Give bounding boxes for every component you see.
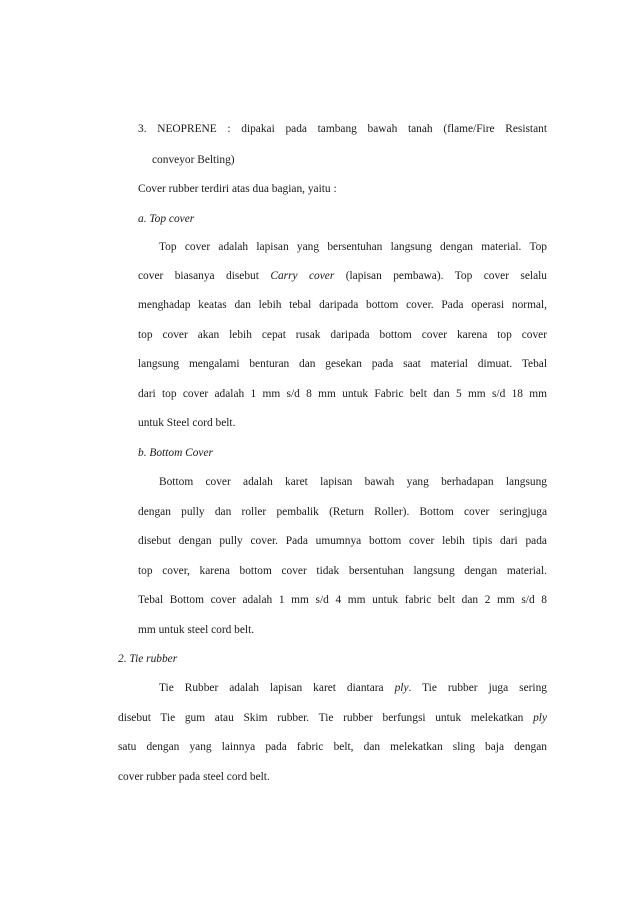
bottom-cover-heading: b. Bottom Cover [138,447,213,459]
top-cover-line-2-a: cover biasanya disebut [138,270,271,282]
tie-rubber-line-1-b: . Tie rubber juga sering [408,682,547,694]
bottom-cover-line-3: disebut dengan pully cover. Pada umumnya bottom cover lebih tipis dari pada [138,535,547,547]
bottom-cover-line-1: Bottom cover adalah karet lapisan bawah yang berhadapan langsung [159,476,547,488]
bottom-cover-line-5: Tebal Bottom cover adalah 1 mm s/d 4 mm untuk fabric belt dan 2 mm s/d 8 [138,594,547,606]
ply-term-2: ply [533,712,547,724]
ply-term: ply [394,682,409,694]
top-cover-line-6: dari top cover adalah 1 mm s/d 8 mm untuk Fabric belt dan 5 mm s/d 18 mm [138,388,547,400]
top-cover-line-4: top cover akan lebih cepat rusak daripada bottom cover karena top cover [138,329,547,341]
top-cover-heading: a. Top cover [138,213,195,225]
top-cover-line-2 [138,271,547,285]
neoprene-line-1: 3. NEOPRENE : dipakai pada tambang bawah tanah (flame/Fire Resistant [138,123,547,135]
neoprene-line-2: conveyor Belting) [152,154,235,166]
top-cover-line-3: menghadap keatas dan lebih tebal daripada bottom cover. Pada operasi normal, [138,299,547,311]
bottom-cover-line-2: dengan pully dan roller pembalik (Return Roller). Bottom cover seringjuga [138,506,547,518]
top-cover-line-2-b: (lapisan pembawa). Top cover selalu [334,270,548,282]
intro-text: Cover rubber terdiri atas dua bagian, yaitu : [138,183,337,195]
tie-rubber-heading: 2. Tie rubber [118,653,178,665]
tie-rubber-line-1-a: Tie Rubber adalah lapisan karet diantara [159,682,395,694]
bottom-cover-line-4: top cover, karena bottom cover tidak bersentuhan langsung dengan material. [138,565,547,577]
bottom-cover-line-6: mm untuk steel cord belt. [138,624,255,636]
carry-cover-term: Carry cover [270,270,335,282]
top-cover-line-5: langsung mengalami benturan dan gesekan pada saat material dimuat. Tebal [138,358,547,370]
tie-rubber-line-3: satu dengan yang lainnya pada fabric belt, dan melekatkan sling baja dengan [118,741,547,753]
tie-rubber-line-2 [118,713,547,727]
tie-rubber-line-4: cover rubber pada steel cord belt. [118,771,270,783]
top-cover-line-7: untuk Steel cord belt. [138,417,236,429]
tie-rubber-line-2-a: disebut Tie gum atau Skim rubber. Tie rubber berfungsi untuk melekatkan [118,712,534,724]
tie-rubber-line-1 [159,683,547,697]
top-cover-line-1: Top cover adalah lapisan yang bersentuhan langsung dengan material. Top [159,241,547,253]
